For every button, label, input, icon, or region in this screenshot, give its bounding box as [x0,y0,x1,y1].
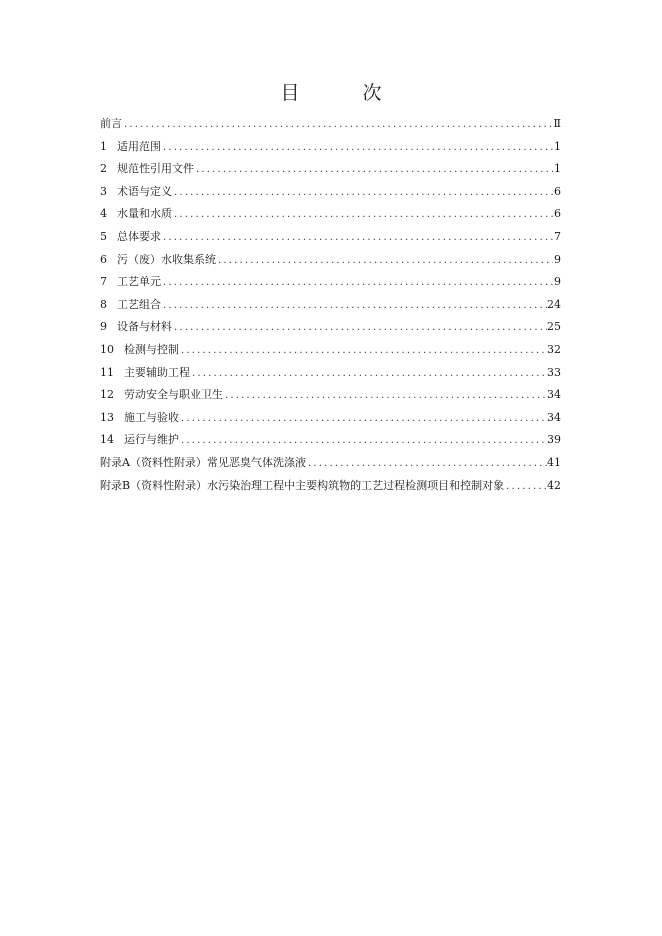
toc-entry-number: 2 [100,162,107,176]
toc-entry-1[interactable] [100,136,561,159]
toc-entry-foreword[interactable] [100,113,561,136]
toc-entry-label: 12 劳动安全与职业卫生 [100,384,223,407]
toc-entry-7[interactable] [100,271,561,294]
toc-leader-dots [122,114,553,137]
toc-entry-number: 14 [100,433,114,447]
toc-entry-number: 9 [100,320,107,334]
toc-page-number: 32 [547,342,561,356]
toc-leader-dots [161,137,553,160]
toc-leader-dots [172,317,547,340]
toc-entry-label: 2 规范性引用文件 [100,158,194,181]
toc-entry-appendix-a[interactable] [100,452,561,475]
toc-entry-number: 11 [100,365,114,379]
toc-leader-dots [223,385,547,408]
toc-entry-8[interactable] [100,294,561,317]
toc-entry-6[interactable] [100,249,561,272]
toc-entry-number: 4 [100,207,107,221]
toc-entry-number: 3 [100,184,107,198]
toc-page-number: 1 [554,162,561,176]
toc-leader-dots [190,363,547,386]
toc-entry-label: 14 运行与维护 [100,429,179,452]
toc-page-number: 42 [547,478,561,492]
toc-leader-dots [179,430,547,453]
toc-entry-number: 13 [100,410,114,424]
toc-entry-9[interactable] [100,316,561,339]
toc-leader-dots [194,159,553,182]
toc-list [100,113,561,497]
toc-entry-number: 7 [100,275,107,289]
toc-entry-3[interactable] [100,181,561,204]
toc-entry-label: 11 主要辅助工程 [100,362,190,385]
toc-entry-number: 12 [100,388,114,402]
toc-entry-2[interactable] [100,158,561,181]
toc-entry-12[interactable] [100,384,561,407]
toc-entry-number: 1 [100,139,107,153]
toc-page-number: 34 [547,388,561,402]
toc-leader-dots [161,272,553,295]
toc-entry-label: 前言 [100,117,122,130]
toc-entry-label: 3 术语与定义 [100,181,172,204]
toc-entry-5[interactable] [100,226,561,249]
toc-entry-number: 10 [100,342,114,356]
toc-page-number: 1 [554,139,561,153]
toc-page-number: 41 [547,455,561,469]
toc-leader-dots [216,250,553,273]
toc-page-number: 6 [554,184,561,198]
toc-leader-dots [172,182,553,205]
toc-leader-dots [504,476,547,499]
toc-entry-10[interactable] [100,339,561,362]
toc-entry-label: 7 工艺单元 [100,271,161,294]
toc-page-number: 6 [554,207,561,221]
toc-entry-11[interactable] [100,362,561,385]
toc-entry-label: 6 污（废）水收集系统 [100,249,216,272]
toc-leader-dots [161,295,547,318]
toc-page-number: 25 [547,320,561,334]
toc-entry-4[interactable] [100,203,561,226]
toc-entry-label: 1 适用范围 [100,136,161,159]
toc-entry-number: 5 [100,229,107,243]
toc-entry-label: 附录B（资料性附录）水污染治理工程中主要构筑物的工艺过程检测项目和控制对象 [100,478,505,492]
toc-entry-13[interactable] [100,407,561,430]
toc-entry-label: 4 水量和水质 [100,203,172,226]
toc-entry-label: 10 检测与控制 [100,339,179,362]
toc-page-number: 34 [547,410,561,424]
toc-entry-number: 8 [100,297,107,311]
toc-entry-label: 5 总体要求 [100,226,161,249]
toc-leader-dots [161,227,553,250]
toc-leader-dots [179,408,547,431]
toc-page-number: 39 [547,433,561,447]
toc-leader-dots [306,453,547,476]
toc-entry-appendix-b[interactable] [100,475,561,498]
toc-title: 目 次 [280,82,404,104]
toc-leader-dots [179,340,547,363]
toc-entry-14[interactable] [100,429,561,452]
toc-page-number: 9 [554,275,561,289]
toc-page-number: 7 [554,229,561,243]
toc-entry-label: 8 工艺组合 [100,294,161,317]
toc-entry-label: 9 设备与材料 [100,316,172,339]
toc-page-number: 9 [554,252,561,266]
toc-page-number: Ⅱ [553,117,561,130]
toc-entry-label: 13 施工与验收 [100,407,179,430]
toc-leader-dots [172,204,553,227]
toc-page-number: 24 [547,297,561,311]
toc-entry-label: 附录A（资料性附录）常见恶臭气体洗涤液 [100,455,306,469]
toc-entry-number: 6 [100,252,107,266]
toc-page-number: 33 [547,365,561,379]
